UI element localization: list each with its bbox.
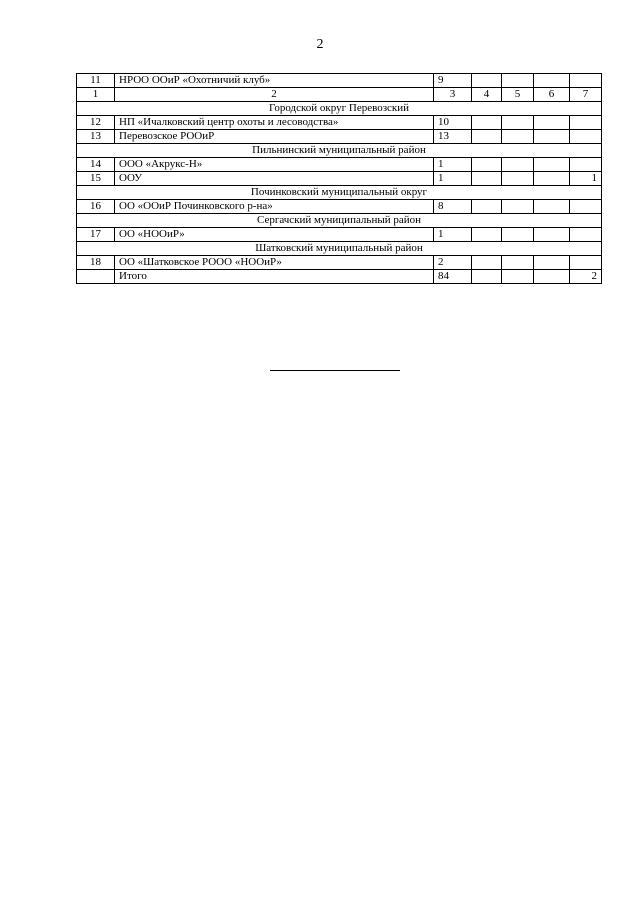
- column-5-cell: [502, 200, 534, 214]
- table-row: [77, 158, 602, 172]
- table-row: [77, 74, 602, 88]
- column-number-cell: 1: [77, 88, 115, 102]
- column-7-cell: [570, 130, 602, 144]
- row-number-cell: 14: [77, 158, 115, 172]
- column-4-cell: [472, 270, 502, 284]
- column-6-cell: [534, 130, 570, 144]
- column-5-cell: [502, 228, 534, 242]
- section-row: [77, 102, 602, 116]
- organization-name-cell: Перевозское РООиР: [115, 130, 434, 144]
- table-row: [77, 228, 602, 242]
- section-row: [77, 242, 602, 256]
- column-6-cell: [534, 256, 570, 270]
- organization-name-cell: ОО «Шатковское РООО «НООиР»: [115, 256, 434, 270]
- column-7-cell: 1: [570, 172, 602, 186]
- column-number-cell: 6: [534, 88, 570, 102]
- column-6-cell: [534, 228, 570, 242]
- organization-name-cell: НП «Ичалковский центр охоты и лесоводства»: [115, 116, 434, 130]
- organization-name-cell: НРОО ООиР «Охотничий клуб»: [115, 74, 434, 88]
- column-4-cell: [472, 158, 502, 172]
- page-number: 2: [316, 37, 324, 52]
- column-number-cell: 7: [570, 88, 602, 102]
- column-4-cell: [472, 130, 502, 144]
- column-7-cell: [570, 74, 602, 88]
- table-row: [77, 116, 602, 130]
- count-cell: 10: [434, 116, 472, 130]
- column-4-cell: [472, 228, 502, 242]
- organization-name-cell: ООО «Акрукс-Н»: [115, 158, 434, 172]
- row-number-cell: 18: [77, 256, 115, 270]
- column-5-cell: [502, 172, 534, 186]
- row-number-cell: 15: [77, 172, 115, 186]
- end-divider: [270, 370, 400, 371]
- column-7-cell: [570, 228, 602, 242]
- column-7-cell: [570, 200, 602, 214]
- column-7-cell: [570, 116, 602, 130]
- column-6-cell: [534, 270, 570, 284]
- organization-name-cell: ОО «НООиР»: [115, 228, 434, 242]
- row-number-cell: 12: [77, 116, 115, 130]
- column-6-cell: [534, 116, 570, 130]
- column-5-cell: [502, 270, 534, 284]
- table-row: [77, 270, 602, 284]
- column-5-cell: [502, 256, 534, 270]
- column-number-row: [77, 88, 602, 102]
- column-4-cell: [472, 256, 502, 270]
- table-row: [77, 130, 602, 144]
- column-number-cell: 3: [434, 88, 472, 102]
- column-5-cell: [502, 158, 534, 172]
- column-5-cell: [502, 74, 534, 88]
- count-cell: 13: [434, 130, 472, 144]
- organization-name-cell: ОО «ООиР Починковского р-на»: [115, 200, 434, 214]
- row-number-cell: 11: [77, 74, 115, 88]
- column-number-cell: 2: [115, 88, 434, 102]
- column-4-cell: [472, 116, 502, 130]
- column-5-cell: [502, 116, 534, 130]
- row-number-cell: [77, 270, 115, 284]
- count-cell: 84: [434, 270, 472, 284]
- section-row: [77, 214, 602, 228]
- count-cell: 2: [434, 256, 472, 270]
- section-row: [77, 144, 602, 158]
- hunting-grounds-table: [76, 73, 602, 284]
- count-cell: 9: [434, 74, 472, 88]
- row-number-cell: 16: [77, 200, 115, 214]
- column-7-cell: 2: [570, 270, 602, 284]
- section-title: Починковский муниципальный округ: [77, 186, 602, 200]
- column-6-cell: [534, 74, 570, 88]
- column-6-cell: [534, 200, 570, 214]
- count-cell: 1: [434, 158, 472, 172]
- row-number-cell: 13: [77, 130, 115, 144]
- organization-name-cell: Итого: [115, 270, 434, 284]
- table-row: [77, 256, 602, 270]
- column-4-cell: [472, 200, 502, 214]
- column-6-cell: [534, 158, 570, 172]
- column-7-cell: [570, 158, 602, 172]
- column-5-cell: [502, 130, 534, 144]
- table-body: [77, 74, 602, 284]
- column-7-cell: [570, 256, 602, 270]
- column-number-cell: 5: [502, 88, 534, 102]
- table-row: [77, 172, 602, 186]
- section-title: Сергачский муниципальный район: [77, 214, 602, 228]
- section-row: [77, 186, 602, 200]
- count-cell: 1: [434, 172, 472, 186]
- column-4-cell: [472, 74, 502, 88]
- section-title: Шатковский муниципальный район: [77, 242, 602, 256]
- table-row: [77, 200, 602, 214]
- section-title: Пильнинский муниципальный район: [77, 144, 602, 158]
- organization-name-cell: ООУ: [115, 172, 434, 186]
- count-cell: 1: [434, 228, 472, 242]
- count-cell: 8: [434, 200, 472, 214]
- column-6-cell: [534, 172, 570, 186]
- column-number-cell: 4: [472, 88, 502, 102]
- row-number-cell: 17: [77, 228, 115, 242]
- section-title: Городской округ Перевозский: [77, 102, 602, 116]
- column-4-cell: [472, 172, 502, 186]
